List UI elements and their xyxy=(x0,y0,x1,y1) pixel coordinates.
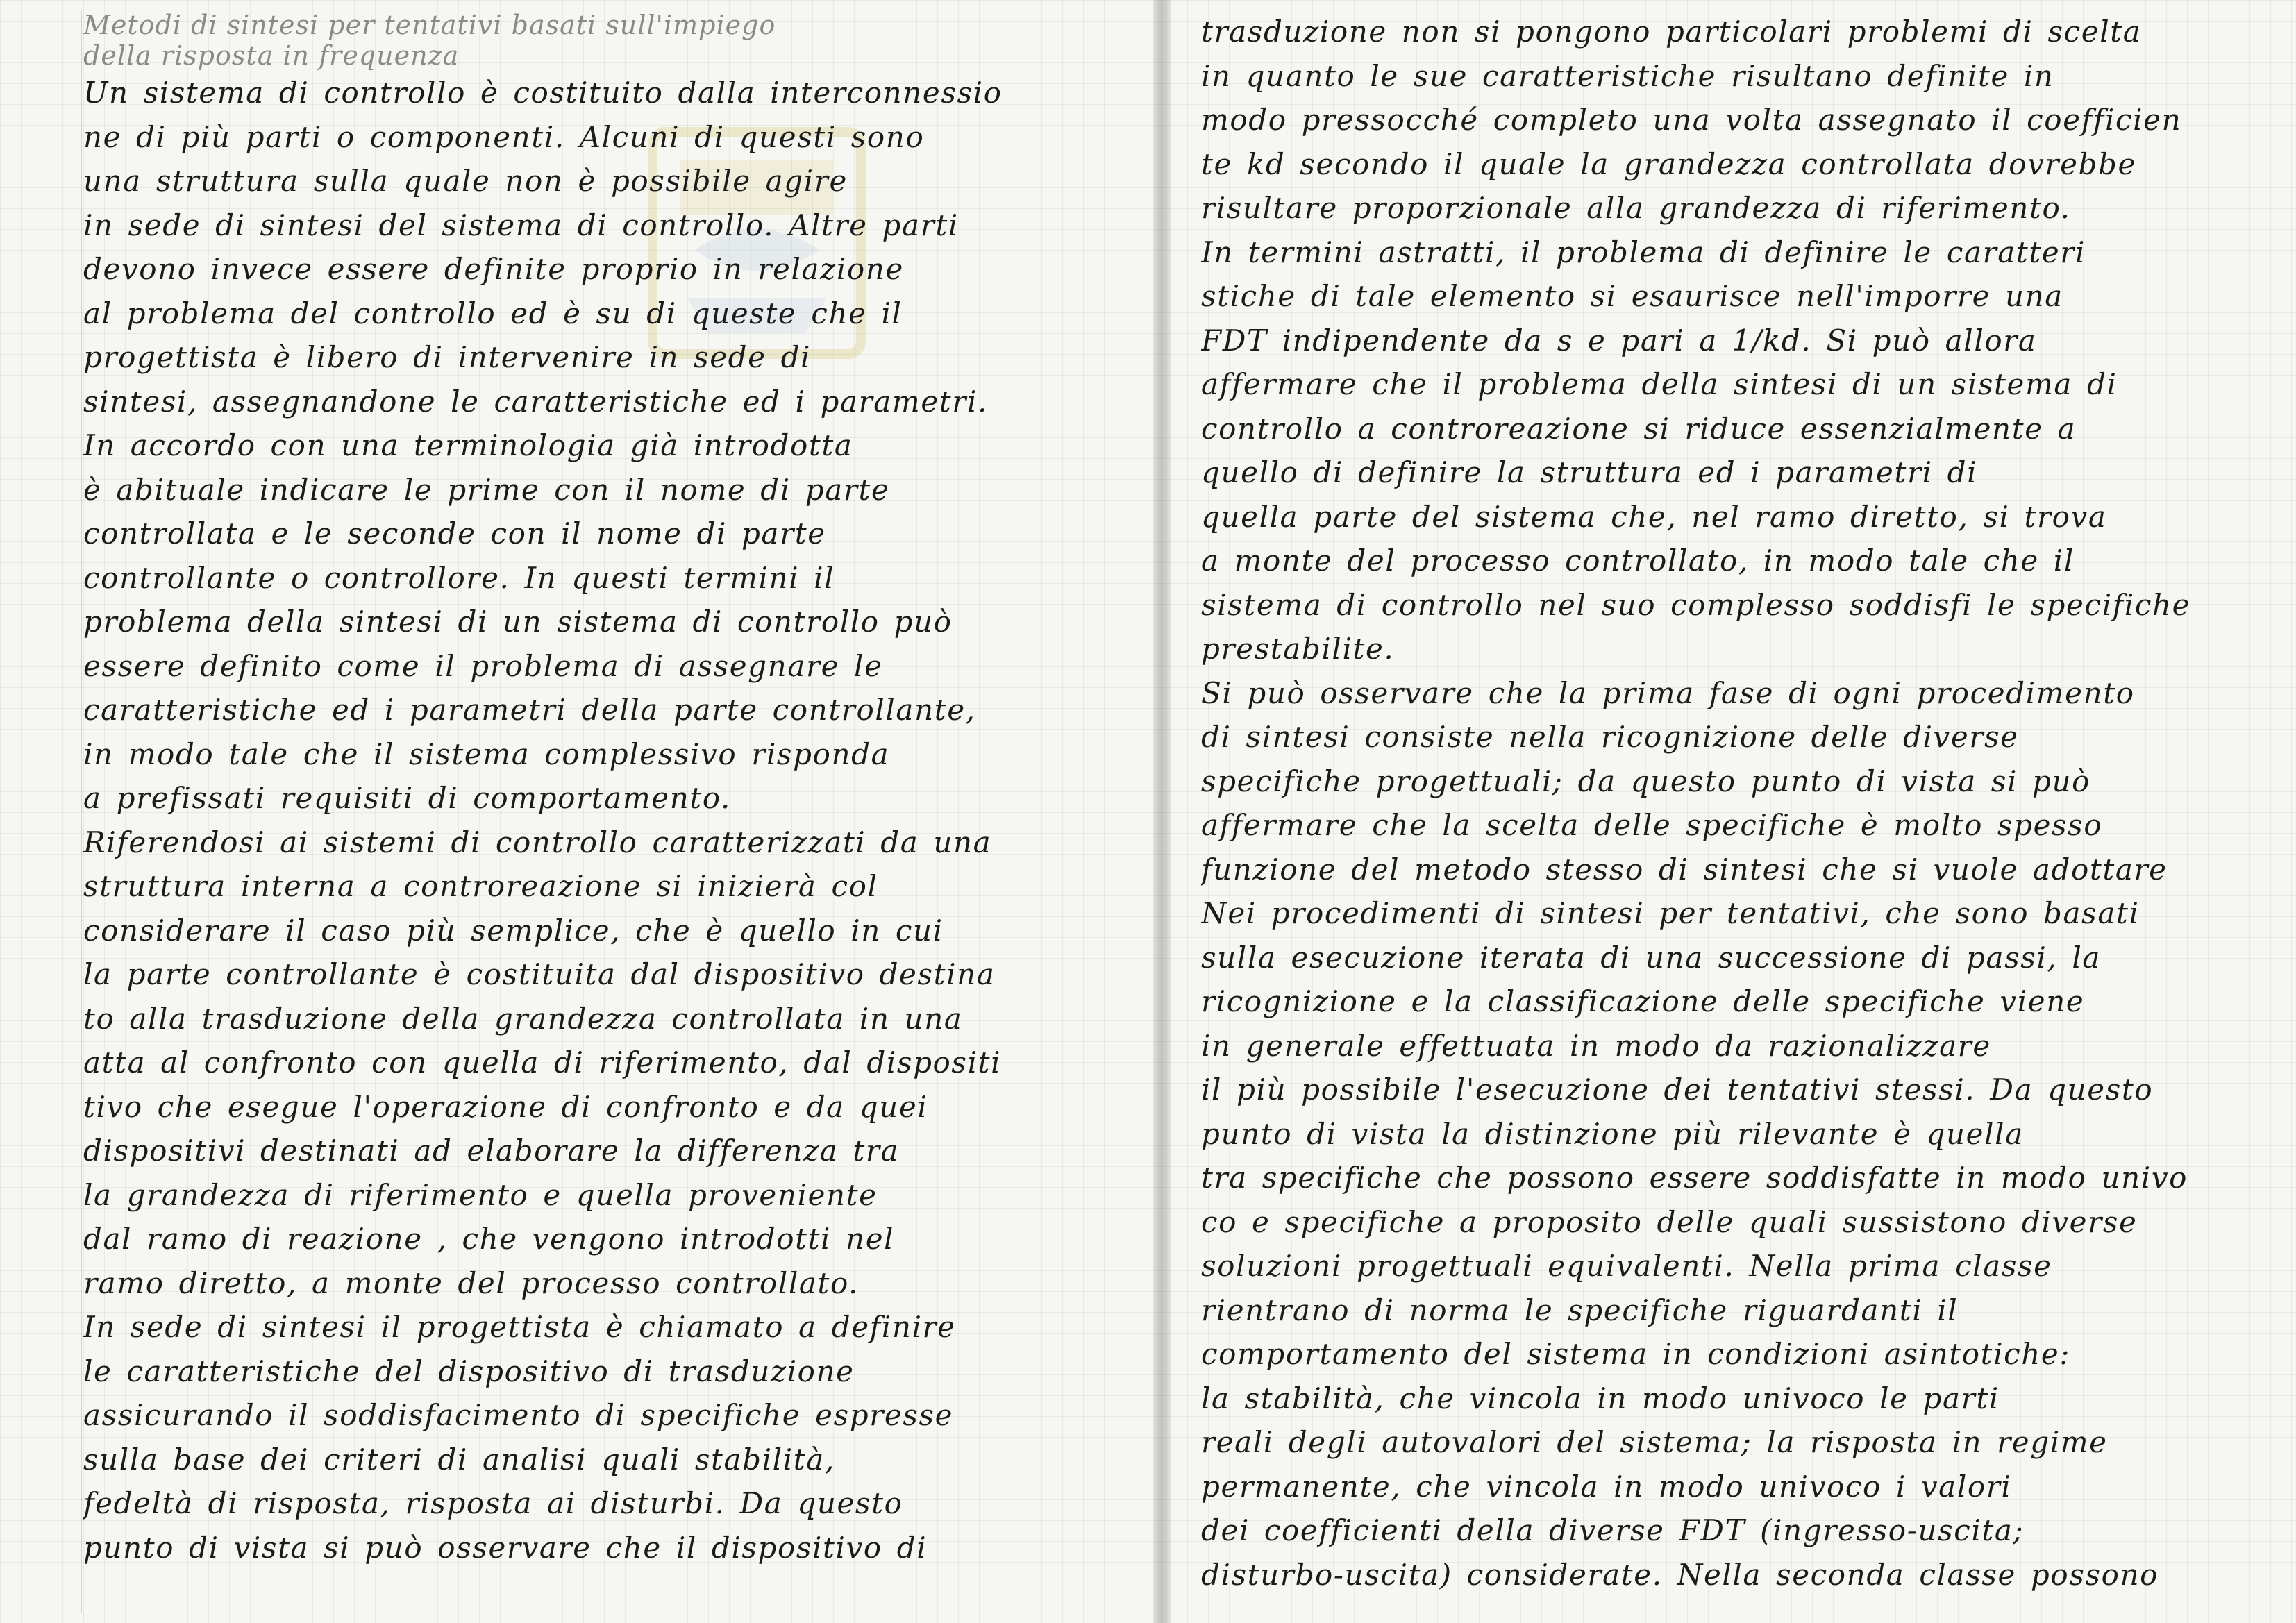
text-line: fedeltà di risposta, risposta ai disturbi. Da questo xyxy=(83,1486,903,1520)
text-line: rientrano di norma le specifiche riguardanti il xyxy=(1201,1293,1959,1327)
text-line: specifiche progettuali; da questo punto di vista si può xyxy=(1201,764,2091,798)
text-line: sulla esecuzione iterata di una successione di passi, la xyxy=(1201,940,2102,975)
text-line: assicurando il soddisfacimento di specifiche espresse xyxy=(83,1398,954,1432)
text-line: sulla base dei criteri di analisi quali stabilità, xyxy=(83,1442,835,1477)
text-line: affermare che la scelta delle specifiche è molto spesso xyxy=(1201,808,2103,842)
text-line: Nei procedimenti di sintesi per tentativi, che sono basati xyxy=(1201,896,2140,930)
text-line: soluzioni progettuali equivalenti. Nella prima classe xyxy=(1201,1249,2052,1283)
text-line: struttura interna a controreazione si inizierà col xyxy=(83,869,878,903)
text-line: è abituale indicare le prime con il nome di parte xyxy=(83,472,890,507)
text-line: progettista è libero di intervenire in sede di xyxy=(83,340,812,374)
text-line: al problema del controllo ed è su di queste che il xyxy=(83,296,903,330)
text-line: controllante o controllore. In questi termini il xyxy=(83,560,835,595)
text-line: sintesi, assegnandone le caratteristiche ed i parametri. xyxy=(83,384,988,419)
text-line: ne di più parti o componenti. Alcuni di questi sono xyxy=(83,119,925,154)
text-line: una struttura sulla quale non è possibile agire xyxy=(83,164,848,198)
text-line: punto di vista si può osservare che il dispositivo di xyxy=(83,1530,928,1565)
text-line: considerare il caso più semplice, che è quello in cui xyxy=(83,913,944,948)
text-line: ricognizione e la classificazione delle specifiche viene xyxy=(1201,984,2085,1018)
page-heading-line: Metodi di sintesi per tentativi basati sull'impiego xyxy=(83,10,776,40)
text-line: Si può osservare che la prima fase di ogni procedimento xyxy=(1201,675,2135,710)
text-line: trasduzione non si pongono particolari problemi di scelta xyxy=(1201,15,2142,49)
text-line: In termini astratti, il problema di definire le caratteri xyxy=(1201,235,2086,269)
right-text-body xyxy=(1201,10,2274,1597)
text-line: in sede di sintesi del sistema di controllo. Altre parti xyxy=(83,208,959,242)
text-line: dispositivi destinati ad elaborare la differenza tra xyxy=(83,1134,900,1168)
text-line: problema della sintesi di un sistema di controllo può xyxy=(83,605,953,639)
text-line: a monte del processo controllato, in modo tale che il xyxy=(1201,544,2075,578)
text-line: atta al confronto con quella di riferimento, dal dispositi xyxy=(83,1045,1002,1079)
margin-rule xyxy=(81,10,82,1613)
text-line: prestabilite. xyxy=(1201,632,1395,666)
text-line: to alla trasduzione della grandezza controllata in una xyxy=(83,1001,963,1036)
text-line: stiche di tale elemento si esaurisce nell'imporre una xyxy=(1201,279,2063,313)
text-line: la parte controllante è costituita dal dispositivo destina xyxy=(83,957,996,991)
text-line: ramo diretto, a monte del processo controllato. xyxy=(83,1265,860,1300)
text-line: affermare che il problema della sintesi di un sistema di xyxy=(1201,367,2118,401)
text-line: a prefissati requisiti di comportamento. xyxy=(83,781,731,815)
text-line: in quanto le sue caratteristiche risultano definite in xyxy=(1201,58,2054,93)
notebook-gutter xyxy=(1153,0,1171,1623)
text-line: Un sistema di controllo è costituito dalla interconnessio xyxy=(83,76,1003,110)
text-line: funzione del metodo stesso di sintesi che si vuole adottare xyxy=(1201,852,2168,886)
text-line: in generale effettuata in modo da razionalizzare xyxy=(1201,1028,1991,1063)
text-line: Riferendosi ai sistemi di controllo caratterizzati da una xyxy=(83,825,992,859)
text-line: In sede di sintesi il progettista è chiamato a definire xyxy=(83,1310,956,1344)
text-line: in modo tale che il sistema complessivo risponda xyxy=(83,737,890,771)
text-line: In accordo con una terminologia già introdotta xyxy=(83,428,853,462)
left-text-body xyxy=(83,71,1104,1570)
text-line: il più possibile l'esecuzione dei tentativi stessi. Da questo xyxy=(1201,1073,2154,1107)
text-line: risultare proporzionale alla grandezza di riferimento. xyxy=(1201,191,2071,225)
text-line: quella parte del sistema che, nel ramo diretto, si trova xyxy=(1201,499,2107,534)
text-line: la grandezza di riferimento e quella proveniente xyxy=(83,1177,878,1212)
text-line: disturbo-uscita) considerate. Nella seconda classe possono xyxy=(1201,1557,2159,1592)
text-line: la stabilità, che vincola in modo univoco le parti xyxy=(1201,1381,2000,1415)
text-line: co e specifiche a proposito delle quali sussistono diverse xyxy=(1201,1204,2138,1239)
text-line: tra specifiche che possono essere soddisfatte in modo univo xyxy=(1201,1161,2188,1195)
page-heading-line: della risposta in frequenza xyxy=(83,40,460,71)
text-line: di sintesi consiste nella ricognizione delle diverse xyxy=(1201,720,2019,754)
text-line: sistema di controllo nel suo complesso soddisfi le specifiche xyxy=(1201,587,2191,622)
text-line: essere definito come il problema di assegnare le xyxy=(83,648,883,683)
text-line: tivo che esegue l'operazione di confronto e da quei xyxy=(83,1089,928,1124)
text-line: permanente, che vincola in modo univoco i valori xyxy=(1201,1469,2012,1504)
text-line: caratteristiche ed i parametri della parte controllante, xyxy=(83,693,976,727)
text-line: te kd secondo il quale la grandezza controllata dovrebbe xyxy=(1201,146,2136,181)
text-line: modo pressocché completo una volta assegnato il coefficien xyxy=(1201,103,2182,137)
left-page xyxy=(14,10,1146,1613)
text-line: le caratteristiche del dispositivo di trasduzione xyxy=(83,1354,855,1388)
text-line: dei coefficienti della diverse FDT (ingresso-uscita; xyxy=(1201,1513,2025,1547)
right-page xyxy=(1180,10,2288,1613)
text-line: controllata e le seconde con il nome di parte xyxy=(83,516,826,550)
text-line: devono invece essere definite proprio in relazione xyxy=(83,252,904,286)
text-line: controllo a controreazione si riduce essenzialmente a xyxy=(1201,411,2077,446)
text-line: reali degli autovalori del sistema; la risposta in regime xyxy=(1201,1425,2108,1459)
text-line: FDT indipendente da s e pari a 1/kd. Si può allora xyxy=(1201,323,2037,358)
text-line: dal ramo di reazione , che vengono introdotti nel xyxy=(83,1222,895,1256)
text-line: comportamento del sistema in condizioni asintotiche: xyxy=(1201,1337,2071,1371)
text-line: quello di definire la struttura ed i parametri di xyxy=(1201,455,1978,489)
text-line: punto di vista la distinzione più rilevante è quella xyxy=(1201,1116,2024,1151)
